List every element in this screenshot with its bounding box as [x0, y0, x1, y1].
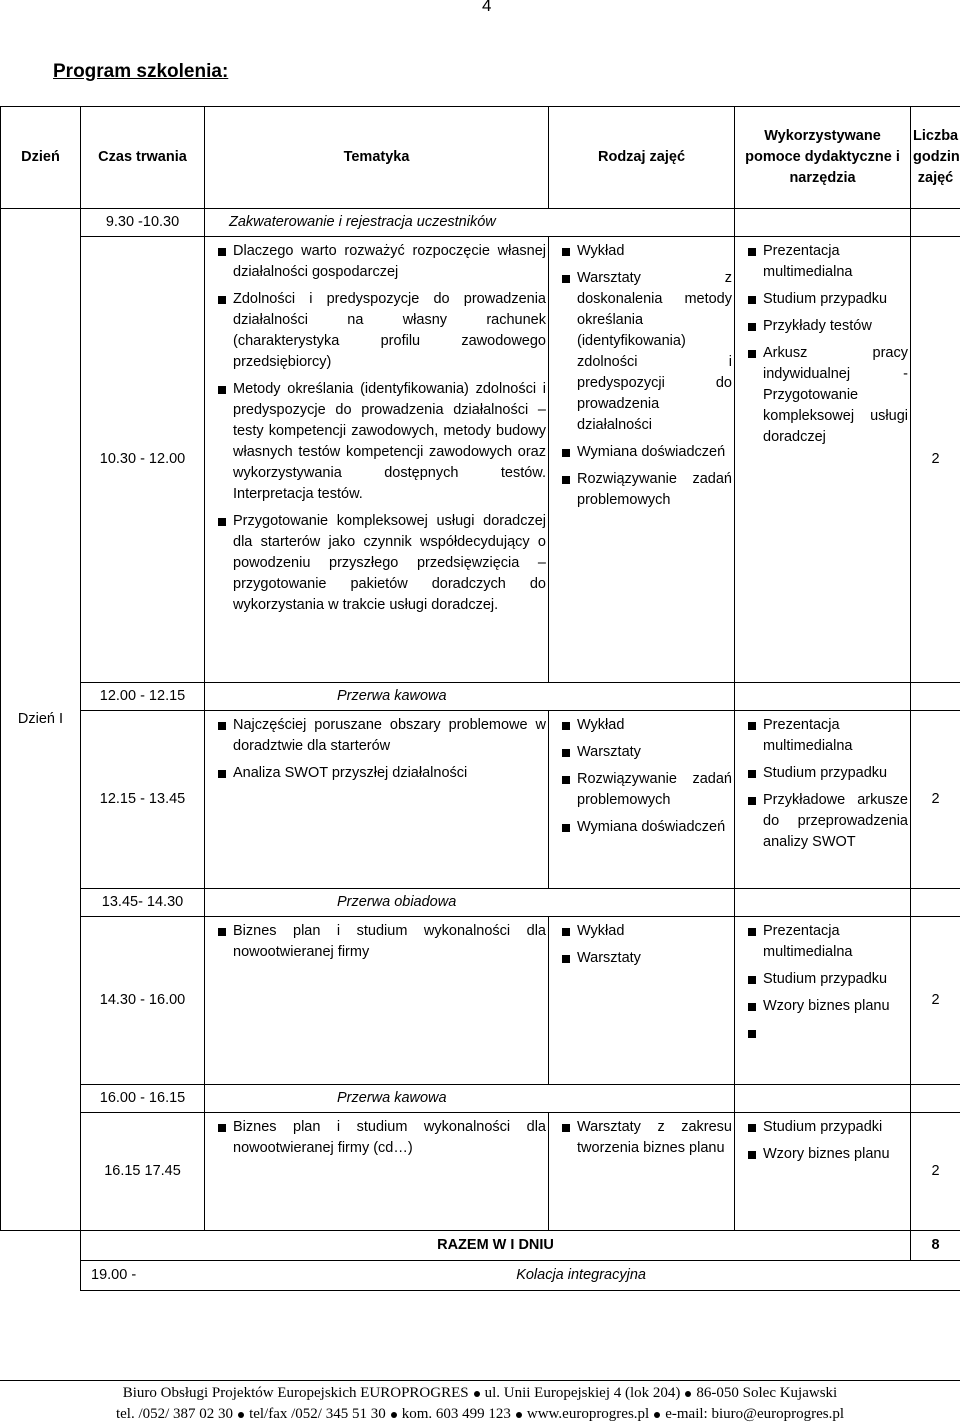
footer-office: Biuro Obsługi Projektów Europejskich EUROPROGRES	[123, 1385, 469, 1401]
footer	[0, 1380, 960, 1425]
type-item: Warsztaty	[551, 742, 732, 763]
session-time: 14.30 - 16.00	[81, 917, 205, 1085]
bullet-dot-icon	[238, 1412, 244, 1418]
session-row	[1, 1113, 960, 1231]
break-row	[1, 1085, 960, 1113]
session-time: 12.15 - 13.45	[81, 711, 205, 889]
break-cell	[205, 683, 735, 711]
session-types	[549, 711, 735, 889]
footer-line-1	[0, 1383, 960, 1404]
session-tools	[735, 917, 911, 1085]
break-label: Przerwa obiadowa	[337, 892, 456, 913]
tool-item: Studium przypadku	[737, 969, 908, 990]
header-topics: Tematyka	[205, 107, 549, 209]
tool-item: Prezentacja multimedialna	[737, 921, 908, 963]
session-types	[549, 1113, 735, 1231]
evening-label: Kolacja integracyjna	[516, 1267, 646, 1283]
session-hours: 2	[911, 917, 960, 1085]
page-number: 4	[482, 0, 491, 16]
tool-item: Przykłady testów	[737, 316, 908, 337]
type-item: Warsztaty z doskonalenia metody określania (identyfikowania) zdolności i predyspozycji do prowadzenia działalności	[551, 268, 732, 436]
type-item: Wymiana doświadczeń	[551, 817, 732, 838]
break-time: 16.00 - 16.15	[81, 1085, 205, 1113]
session-topics	[205, 917, 549, 1085]
header-row	[1, 107, 960, 209]
total-value: 8	[911, 1231, 960, 1261]
session-types	[549, 237, 735, 683]
evening-time: 19.00 -	[91, 1267, 136, 1283]
topic-item: Biznes plan i studium wykonalności dla nowootwieranej firmy (cd…)	[207, 1117, 546, 1159]
day-label: Dzień I	[1, 209, 81, 1231]
session-hours: 2	[911, 711, 960, 889]
session-row	[1, 237, 960, 683]
type-item: Wymiana doświadczeń	[551, 442, 732, 463]
type-item: Warsztaty	[551, 948, 732, 969]
bullet-dot-icon	[516, 1412, 522, 1418]
tool-item: Prezentacja multimedialna	[737, 715, 908, 757]
break-cell	[205, 1085, 735, 1113]
footer-email[interactable]: e-mail: biuro@europrogres.pl	[665, 1406, 844, 1422]
session-row	[1, 917, 960, 1085]
tool-item: Studium przypadki	[737, 1117, 908, 1138]
tool-item: Arkusz pracy indywidualnej - Przygotowanie kompleksowej usługi doradczej	[737, 343, 908, 448]
footer-mobile: kom. 603 499 123	[402, 1406, 511, 1422]
header-duration: Czas trwania	[81, 107, 205, 209]
bullet-dot-icon	[391, 1412, 397, 1418]
break-label: Przerwa kawowa	[337, 1088, 447, 1109]
session-topics	[205, 1113, 549, 1231]
topic-item: Zdolności i predyspozycje do prowadzenia działalności na własny rachunek (charakterystyka profilu zawodowego przedsiębiorcy)	[207, 289, 546, 373]
header-tools: Wykorzystywane pomoce dydaktyczne i narzędzia	[735, 107, 911, 209]
session-topics	[205, 237, 549, 683]
type-item: Wykład	[551, 241, 732, 262]
page-heading: Program szkolenia:	[53, 61, 228, 83]
type-item: Rozwiązywanie zadań problemowych	[551, 769, 732, 811]
tool-item: Studium przypadku	[737, 763, 908, 784]
registration-time: 9.30 -10.30	[81, 209, 205, 237]
session-tools	[735, 711, 911, 889]
type-item: Rozwiązywanie zadań problemowych	[551, 469, 732, 511]
session-time: 10.30 - 12.00	[81, 237, 205, 683]
program-table	[0, 106, 960, 1291]
break-row	[1, 683, 960, 711]
session-row	[1, 711, 960, 889]
header-type: Rodzaj zajęć	[549, 107, 735, 209]
topic-item: Biznes plan i studium wykonalności dla nowootwieranej firmy	[207, 921, 546, 963]
session-hours: 2	[911, 237, 960, 683]
topic-item: Metody określania (identyfikowania) zdolności i predyspozycje do prowadzenia działalności – testy kompetencji zawodowych, metody budowy własnych testów kompetencji zawodowych oraz wykorzystywania dostępnych testów. Interpretacja testów.	[207, 379, 546, 505]
tool-item: Przykładowe arkusze do przeprowadzenia analizy SWOT	[737, 790, 908, 853]
footer-website[interactable]: www.europrogres.pl	[527, 1406, 649, 1422]
session-tools	[735, 237, 911, 683]
break-cell	[205, 889, 735, 917]
break-row	[1, 889, 960, 917]
type-item: Wykład	[551, 715, 732, 736]
tool-item: Wzory biznes planu	[737, 1144, 908, 1165]
session-hours: 2	[911, 1113, 960, 1231]
footer-street: ul. Unii Europejskiej 4 (lok 204)	[485, 1385, 681, 1401]
footer-city: 86-050 Solec Kujawski	[696, 1385, 837, 1401]
bullet-dot-icon	[474, 1391, 480, 1397]
type-item: Wykład	[551, 921, 732, 942]
header-day: Dzień	[1, 107, 81, 209]
tool-item: Wzory biznes planu	[737, 996, 908, 1017]
type-item: Warsztaty z zakresu tworzenia biznes planu	[551, 1117, 732, 1159]
bullet-dot-icon	[685, 1391, 691, 1397]
topic-item: Przygotowanie kompleksowej usługi doradczej dla starterów jako czynnik współdecydujący o powodzeniu przyszłego przedsięwzięcia – przygotowanie pakietów doradczych do wykorzystania w trakcie usługi doradczej.	[207, 511, 546, 616]
evening-cell	[81, 1261, 960, 1291]
total-label: RAZEM W I DNIU	[81, 1231, 911, 1261]
break-time: 13.45- 14.30	[81, 889, 205, 917]
break-time: 12.00 - 12.15	[81, 683, 205, 711]
tool-item: Prezentacja multimedialna	[737, 241, 908, 283]
evening-row	[1, 1261, 960, 1291]
break-label: Przerwa kawowa	[337, 686, 447, 707]
footer-fax: tel/fax /052/ 345 51 30	[249, 1406, 386, 1422]
session-topics	[205, 711, 549, 889]
header-hours: Liczba godzin zajęć	[911, 107, 960, 209]
bullet-dot-icon	[654, 1412, 660, 1418]
topic-item: Najczęściej poruszane obszary problemowe w doradztwie dla starterów	[207, 715, 546, 757]
tool-item: Studium przypadku	[737, 289, 908, 310]
session-tools	[735, 1113, 911, 1231]
registration-row	[1, 209, 960, 237]
footer-phone: tel. /052/ 387 02 30	[116, 1406, 233, 1422]
topic-item: Dlaczego warto rozważyć rozpoczęcie własnej działalności gospodarczej	[207, 241, 546, 283]
session-types	[549, 917, 735, 1085]
session-time: 16.15 17.45	[81, 1113, 205, 1231]
registration-label: Zakwaterowanie i rejestracja uczestników	[205, 209, 735, 237]
tool-item	[737, 1023, 908, 1039]
total-row	[1, 1231, 960, 1261]
topic-item: Analiza SWOT przyszłej działalności	[207, 763, 546, 784]
